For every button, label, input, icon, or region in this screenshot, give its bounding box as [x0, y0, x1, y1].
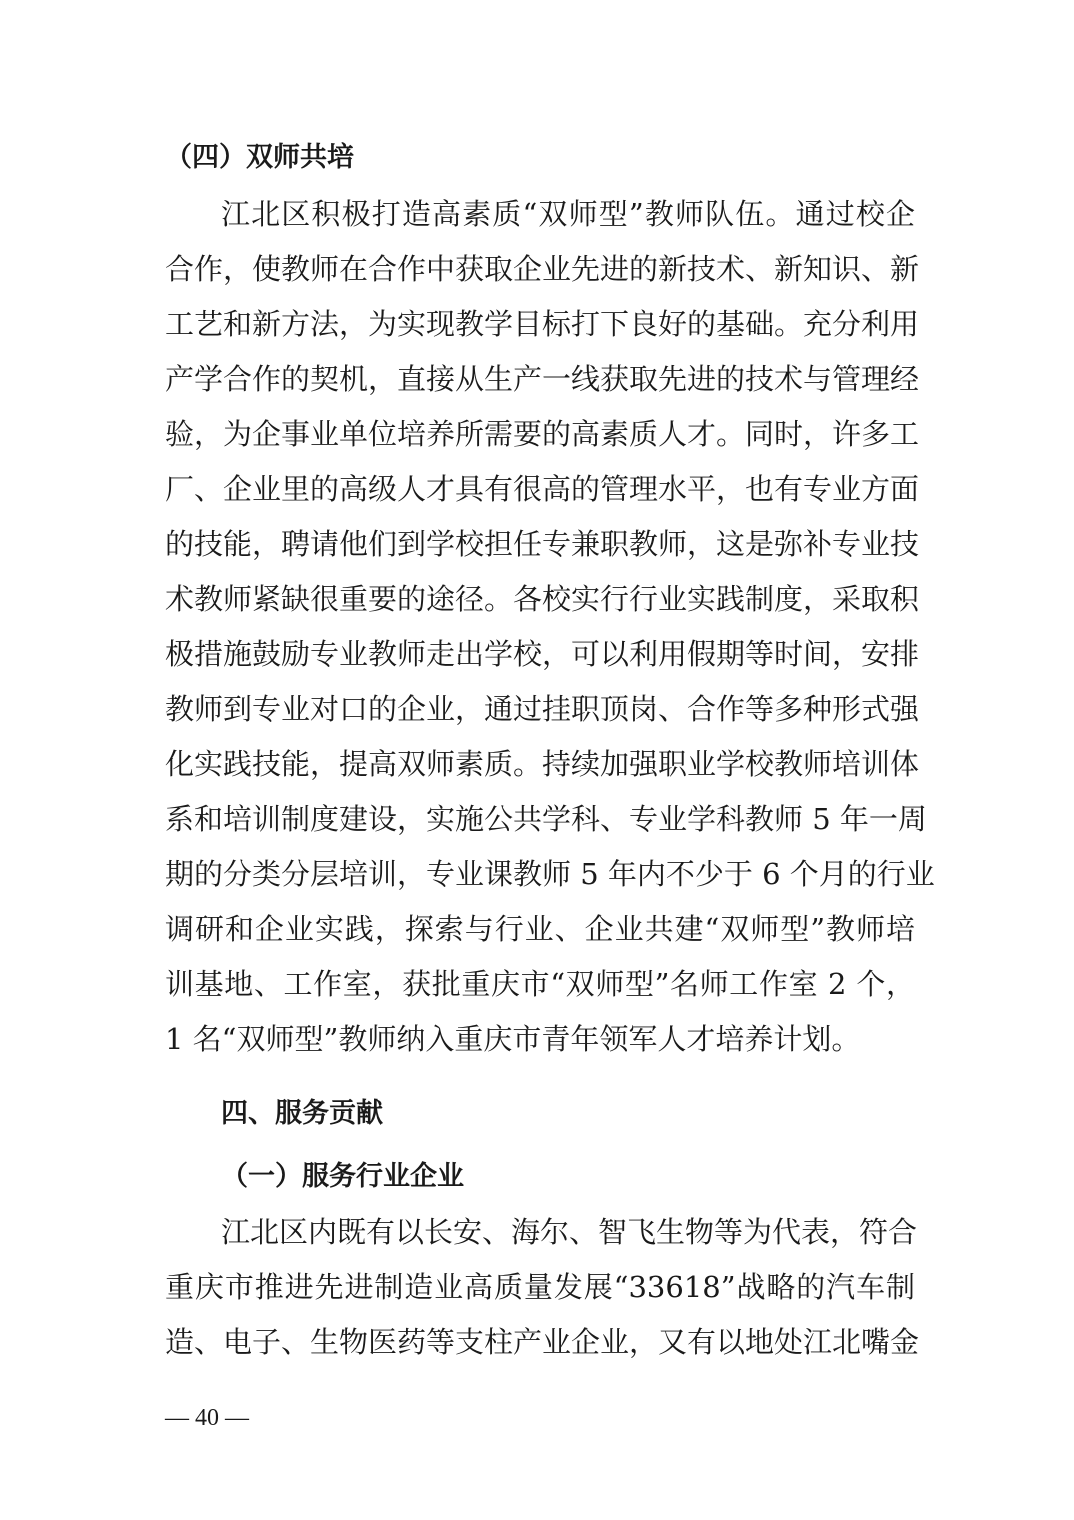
paragraph-dual-teacher: [165, 194, 935, 1074]
paragraph-line: 江北区积极打造高素质“双师型”教师队伍。通过校企: [221, 197, 915, 231]
paragraph-line: 江北区内既有以长安、海尔、智飞生物等为代表，符合: [221, 1215, 918, 1249]
paragraph-line: 重庆市推进先进制造业高质量发展“33618”战略的汽车制: [165, 1270, 915, 1304]
paragraph-line: 极措施鼓励专业教师走出学校，可以利用假期等时间，安排: [165, 637, 920, 671]
section-heading-service: 四、服务贡献: [221, 1098, 383, 1129]
paragraph-line: 产学合作的契机，直接从生产一线获取先进的技术与管理经: [165, 362, 920, 396]
paragraph-line: 调研和企业实践，探索与行业、企业共建“双师型”教师培: [165, 912, 915, 946]
paragraph-line: 教师到专业对口的企业，通过挂职顶岗、合作等多种形式强: [165, 692, 920, 726]
paragraph-line: 造、电子、生物医药等支柱产业企业，又有以地处江北嘴金: [165, 1325, 920, 1359]
page-number: — 40 —: [165, 1405, 249, 1431]
paragraph-industry: [165, 1212, 920, 1372]
subsection-heading-industry: （一）服务行业企业: [221, 1161, 464, 1192]
paragraph-line: 化实践技能，提高双师素质。持续加强职业学校教师培训体: [165, 747, 920, 781]
paragraph-line: 1 名“双师型”教师纳入重庆市青年领军人才培养计划。: [165, 1022, 861, 1056]
paragraph-line: 术教师紧缺很重要的途径。各校实行行业实践制度，采取积: [165, 582, 920, 616]
paragraph-line: 合作，使教师在合作中获取企业先进的新技术、新知识、新: [165, 252, 920, 286]
paragraph-line: 期的分类分层培训，专业课教师 5 年内不少于 6 个月的行业: [165, 857, 935, 891]
paragraph-line: 验，为企事业单位培养所需要的高素质人才。同时，许多工: [165, 417, 920, 451]
paragraph-line: 系和培训制度建设，实施公共学科、专业学科教师 5 年一周: [165, 802, 927, 836]
paragraph-line: 的技能，聘请他们到学校担任专兼职教师，这是弥补专业技: [165, 527, 920, 561]
paragraph-line: 工艺和新方法，为实现教学目标打下良好的基础。充分利用: [165, 307, 920, 341]
section-heading-dual-teacher: （四）双师共培: [165, 142, 354, 173]
paragraph-line: 厂、企业里的高级人才具有很高的管理水平，也有专业方面: [165, 472, 920, 506]
paragraph-line: 训基地、工作室，获批重庆市“双师型”名师工作室 2 个，: [165, 967, 915, 1001]
